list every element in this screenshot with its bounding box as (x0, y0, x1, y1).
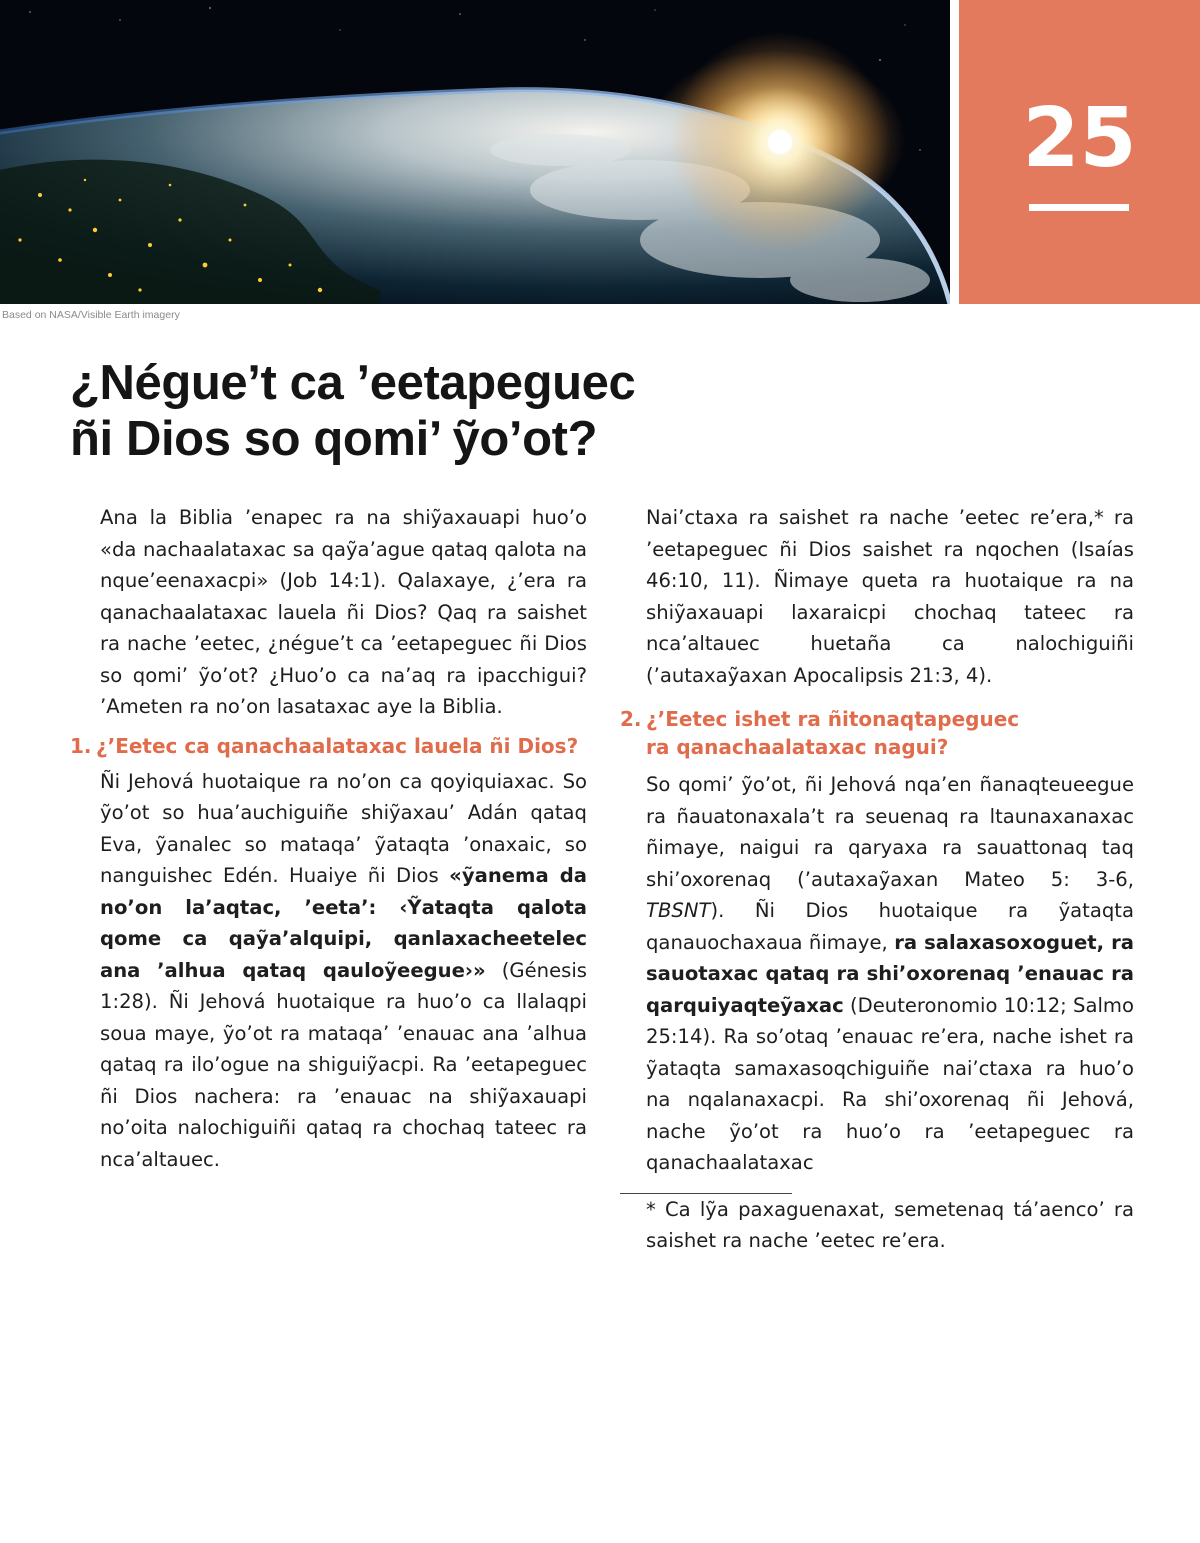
footnote: * Ca lỹa paxaguenaxat, semetenaq tá’aenco’ ra saishet ra nache ’eetec re’era. (646, 1197, 1134, 1252)
section-2-text-a: So qomi’ ỹo’ot, ñi Jehová nqa’en ñanaqteueegue ra ñauatonaxala’t ra seuenaq ra ltaunaxanaxac ñimaye, naigui ra qaryaxa ra sauattonaq taq shi’oxorenaq (’autaxaỹaxan Mateo 5: 3-6, (646, 773, 1134, 891)
section-2-text-b: ). Ñi Dios huotaique ra ỹataqta qanauochaxaua ñimaye, (646, 899, 1134, 954)
section-2-text-c: (Deuteronomio 10:12; Salmo 25:14). Ra so’otaq ’enauac re’era, nache ishet ra ỹataqta samaxasoqchiguiñe nai’ctaxa ra huo’o na nqalanaxacpi. Ra shi’oxorenaq ñi Jehová, nache ỹo’ot ra huo’o ra ’eetapeguec ra qanachaalataxac (646, 993, 1134, 1174)
right-column (620, 502, 1134, 1257)
right-intro-paragraph (620, 502, 1134, 691)
question-2-line-2: ra qanachaalataxac nagui? (646, 735, 949, 759)
section-1-bold-quote: «ỹanema da no’on la’aqtac, ’eeta’: ‹Ỹataqta qalota qome ca qaỹa’alquipi, qanlaxacheetelec ana ’alhua qataq qauloỹeegue›» (100, 864, 587, 982)
question-1-number: 1. (70, 733, 92, 758)
footnote-marker[interactable]: * (1094, 506, 1104, 529)
question-1-text: ¿’Eetec ca qanachaalataxac lauela ñi Dios? (96, 733, 579, 758)
page-title (70, 355, 890, 467)
chapter-underline (1029, 204, 1129, 211)
earth-from-space-icon (0, 0, 950, 304)
section-1-text-a: Ñi Jehová huotaique ra no’on ca qoyiquiaxac. So ỹo’ot so hua’auchiguiñe shiỹaxau’ Adán qataq Eva, ỹanalec so mataqa’ ỹataqta ’onaxaic, so nanguishec Edén. Huaiye ñi Dios (100, 769, 587, 887)
section-2-bold-text: ra salaxasoxoguet, ra sauotaxac qataq ra shi’oxorenaq ’enauac ra qarquiyaqteỹaxac (646, 930, 1134, 1017)
title-line-2: ñi Dios so qomi’ ỹo’ot? (70, 412, 598, 466)
earth-hero-image (0, 0, 950, 304)
section-1-paragraph (70, 766, 587, 1176)
title-line-1: ¿Négue’t ca ’eetapeguec (70, 356, 636, 410)
photo-credit: Based on NASA/Visible Earth imagery (2, 309, 180, 321)
right-intro-text-a: Nai’ctaxa ra saishet ra nache ’eetec re’era, (646, 506, 1095, 529)
left-column (70, 502, 587, 1175)
section-2-paragraph (620, 769, 1134, 1179)
question-2-line-1: ¿’Eetec ishet ra ñitonaqtapeguec (646, 707, 1020, 731)
chapter-number: 25 (1022, 91, 1137, 186)
question-1-heading (70, 732, 587, 760)
question-2-number: 2. (620, 707, 642, 731)
chapter-number-box (959, 0, 1200, 304)
intro-paragraph: Ana la Biblia ’enapec ra na shiỹaxauapi huo’o «da nachaalataxac sa qaỹa’ague qataq qalota na nque’eenaxacpi» (Job 14:1). Qalaxaye, ¿’era ra qanachaalataxac lauela ñi Dios? Qaq ra saishet ra nache ’eetec, ¿négue’t ca ’eetapeguec ñi Dios so qomi’ ỹo’ot? ¿Huo’o ca na’aq ra ipacchigui? ’Ameten ra no’on lasataxac aye la Biblia. (100, 506, 587, 718)
section-1-text-b: (Génesis 1:28). Ñi Jehová huotaique ra huo’o ca llalaqpi soua maye, ỹo’ot ra mataqa’ ’enauac ana ’alhua qataq ra ilo’ogue na shiguiỹacpi. Ra ’eetapeguec ñi Dios nachera: ra ’enauac na shiỹaxauapi no’oita nalochiguiñi qataq ra chochaq tateec ra nca’altauec. (100, 958, 587, 1171)
question-2-heading (620, 705, 1134, 761)
section-2-italic-ref: TBSNT (646, 899, 711, 922)
right-intro-text-b: ra ’eetapeguec ñi Dios saishet ra nqochen (Isaías 46:10, 11). Ñimaye queta ra huotaique ra na shiỹaxauapi laxaraicpi chochaq tateec ra nca’altauec huetaña ca nalochiguiñi (’autaxaỹaxan Apocalipsis 21:3, 4). (646, 506, 1134, 687)
